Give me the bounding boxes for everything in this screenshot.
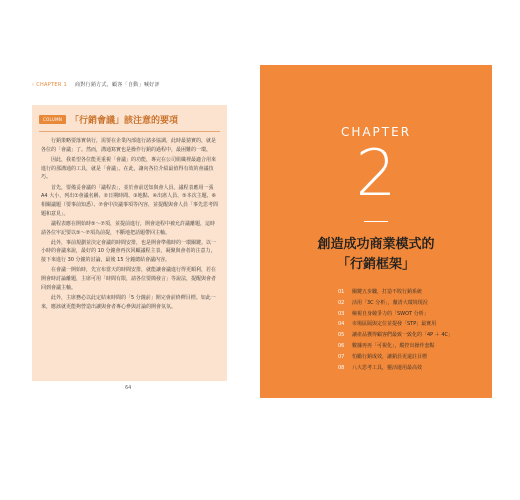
toc-text: 檢視自身競爭力的「SWOT 分析」 — [352, 310, 429, 317]
running-head-title: 商對行銷方式，顧客「自動」喊好評 — [74, 82, 160, 88]
toc-number: 05 — [338, 332, 345, 339]
running-head-chapter: › CHAPTER 1 — [32, 82, 68, 88]
toc-number: 06 — [338, 342, 345, 349]
chapter-opener-page — [260, 65, 492, 398]
column-paragraph: 此外，事前規劃並決定會議的時間安排，也是開會準備時的一環關鍵。以一小時的會議來說，最好的 10 分鐘會再次回顧議程主表，凝聚與會者的注意力，接下來進行 30 分鐘的討論，最後 15 分鐘總結會議內容。 — [41, 239, 217, 264]
toc-number: 01 — [338, 289, 345, 295]
chapter-title-line2: 「行銷框架」 — [336, 257, 415, 272]
column-paragraph: 此外，主席務必以此定結束時間的「5 分鐘前」開完會前終釋目標。如此一來，應該就更能夠營造出讓與會者專心參與討論的開會氛氛。 — [41, 294, 216, 310]
toc-number: 04 — [338, 321, 345, 328]
toc-text: 關鍵五步驟，打造不敗行銷系統 — [352, 289, 423, 295]
column-badge: COLUMN — [39, 115, 66, 124]
toc-text: 活用「3C 分析」，釐清大環境現況 — [352, 299, 428, 306]
chapter-title — [260, 235, 492, 275]
toc-text: 市場區隔與定位並提發「STP」最實用 — [352, 321, 437, 328]
page-number: 64 — [125, 385, 132, 391]
column-paragraph: 行銷策略要落實執行，需要在企業內部進行諸多協調，此時最猜實的，就是各位的「會議」了。然而，溝通寫實也是操作行銷的過程中，最困難的一環。 — [41, 138, 217, 153]
toc-text: 數據再再「可視化」，縱控出操作套點 — [352, 342, 435, 349]
column-divider — [39, 131, 220, 132]
column-box — [32, 105, 227, 381]
column-paragraph: 議程表應在開始時⑤～⑦項，並提前進行，開會途程中被允許議離題，這時請各位牢記要以⑤～⑦項為前提，不斷地把話題帶回主軸。 — [41, 220, 215, 236]
toc-number: 03 — [338, 310, 345, 317]
toc-item — [338, 341, 453, 352]
toc-item — [338, 330, 453, 341]
column-paragraph: 首先，要備妥會議的「議程表」，並於會前送知與會人員。議程表應用一張 A4 大小，列出①會議名稱、②日期時間、③地點、④出席人員、⑤本次主題、⑥相關議題（要事前知悉）、⑦會中決議事項等內容，並提醒與會人員「事先思考問題和意見」。 — [41, 184, 218, 217]
toc-item — [338, 309, 453, 320]
toc-item — [338, 363, 453, 374]
toc-number: 02 — [338, 299, 345, 306]
running-head — [32, 81, 160, 88]
toc-item — [338, 287, 453, 298]
toc-number: 07 — [338, 353, 345, 360]
toc-number: 08 — [338, 364, 345, 371]
chapter-toc — [338, 287, 453, 373]
toc-text: 讓產品獲得顧客們最致一致化的「4P ＋ 4C」 — [352, 332, 454, 339]
toc-item — [338, 352, 453, 363]
chapter-title-line1: 創造成功商業模式的 — [317, 237, 435, 252]
toc-item — [338, 319, 453, 330]
chapter-number: 2 — [355, 137, 397, 211]
column-paragraph: 因此，我希望各位能更重視「會議」的功能，專完在公司組織裡最適合用來進行的那溝通的工具，就是「會議」。在此，讓向各位介紹最值得有效的會議技巧。 — [41, 156, 217, 181]
toc-text: 怕勵行銷成效，讓銷員更還註目標 — [352, 353, 428, 360]
chapter-label: CHAPTER — [340, 125, 412, 139]
toc-item — [338, 298, 453, 309]
toc-text: 八大思考工具，靈活運用最高效 — [352, 364, 423, 371]
chapter-divider — [364, 221, 388, 222]
column-title: 「行銷會議」該注意的要項 — [70, 116, 179, 126]
column-body — [41, 137, 218, 313]
column-paragraph: 在會議一開始時，先宣布當天的時間安排，就能讓會議進行得更順利，若在開會時討論離題，主席可用「時間有限，請各位要簡發言」等說法，提醒與會者回到會議主軸。 — [41, 267, 217, 291]
